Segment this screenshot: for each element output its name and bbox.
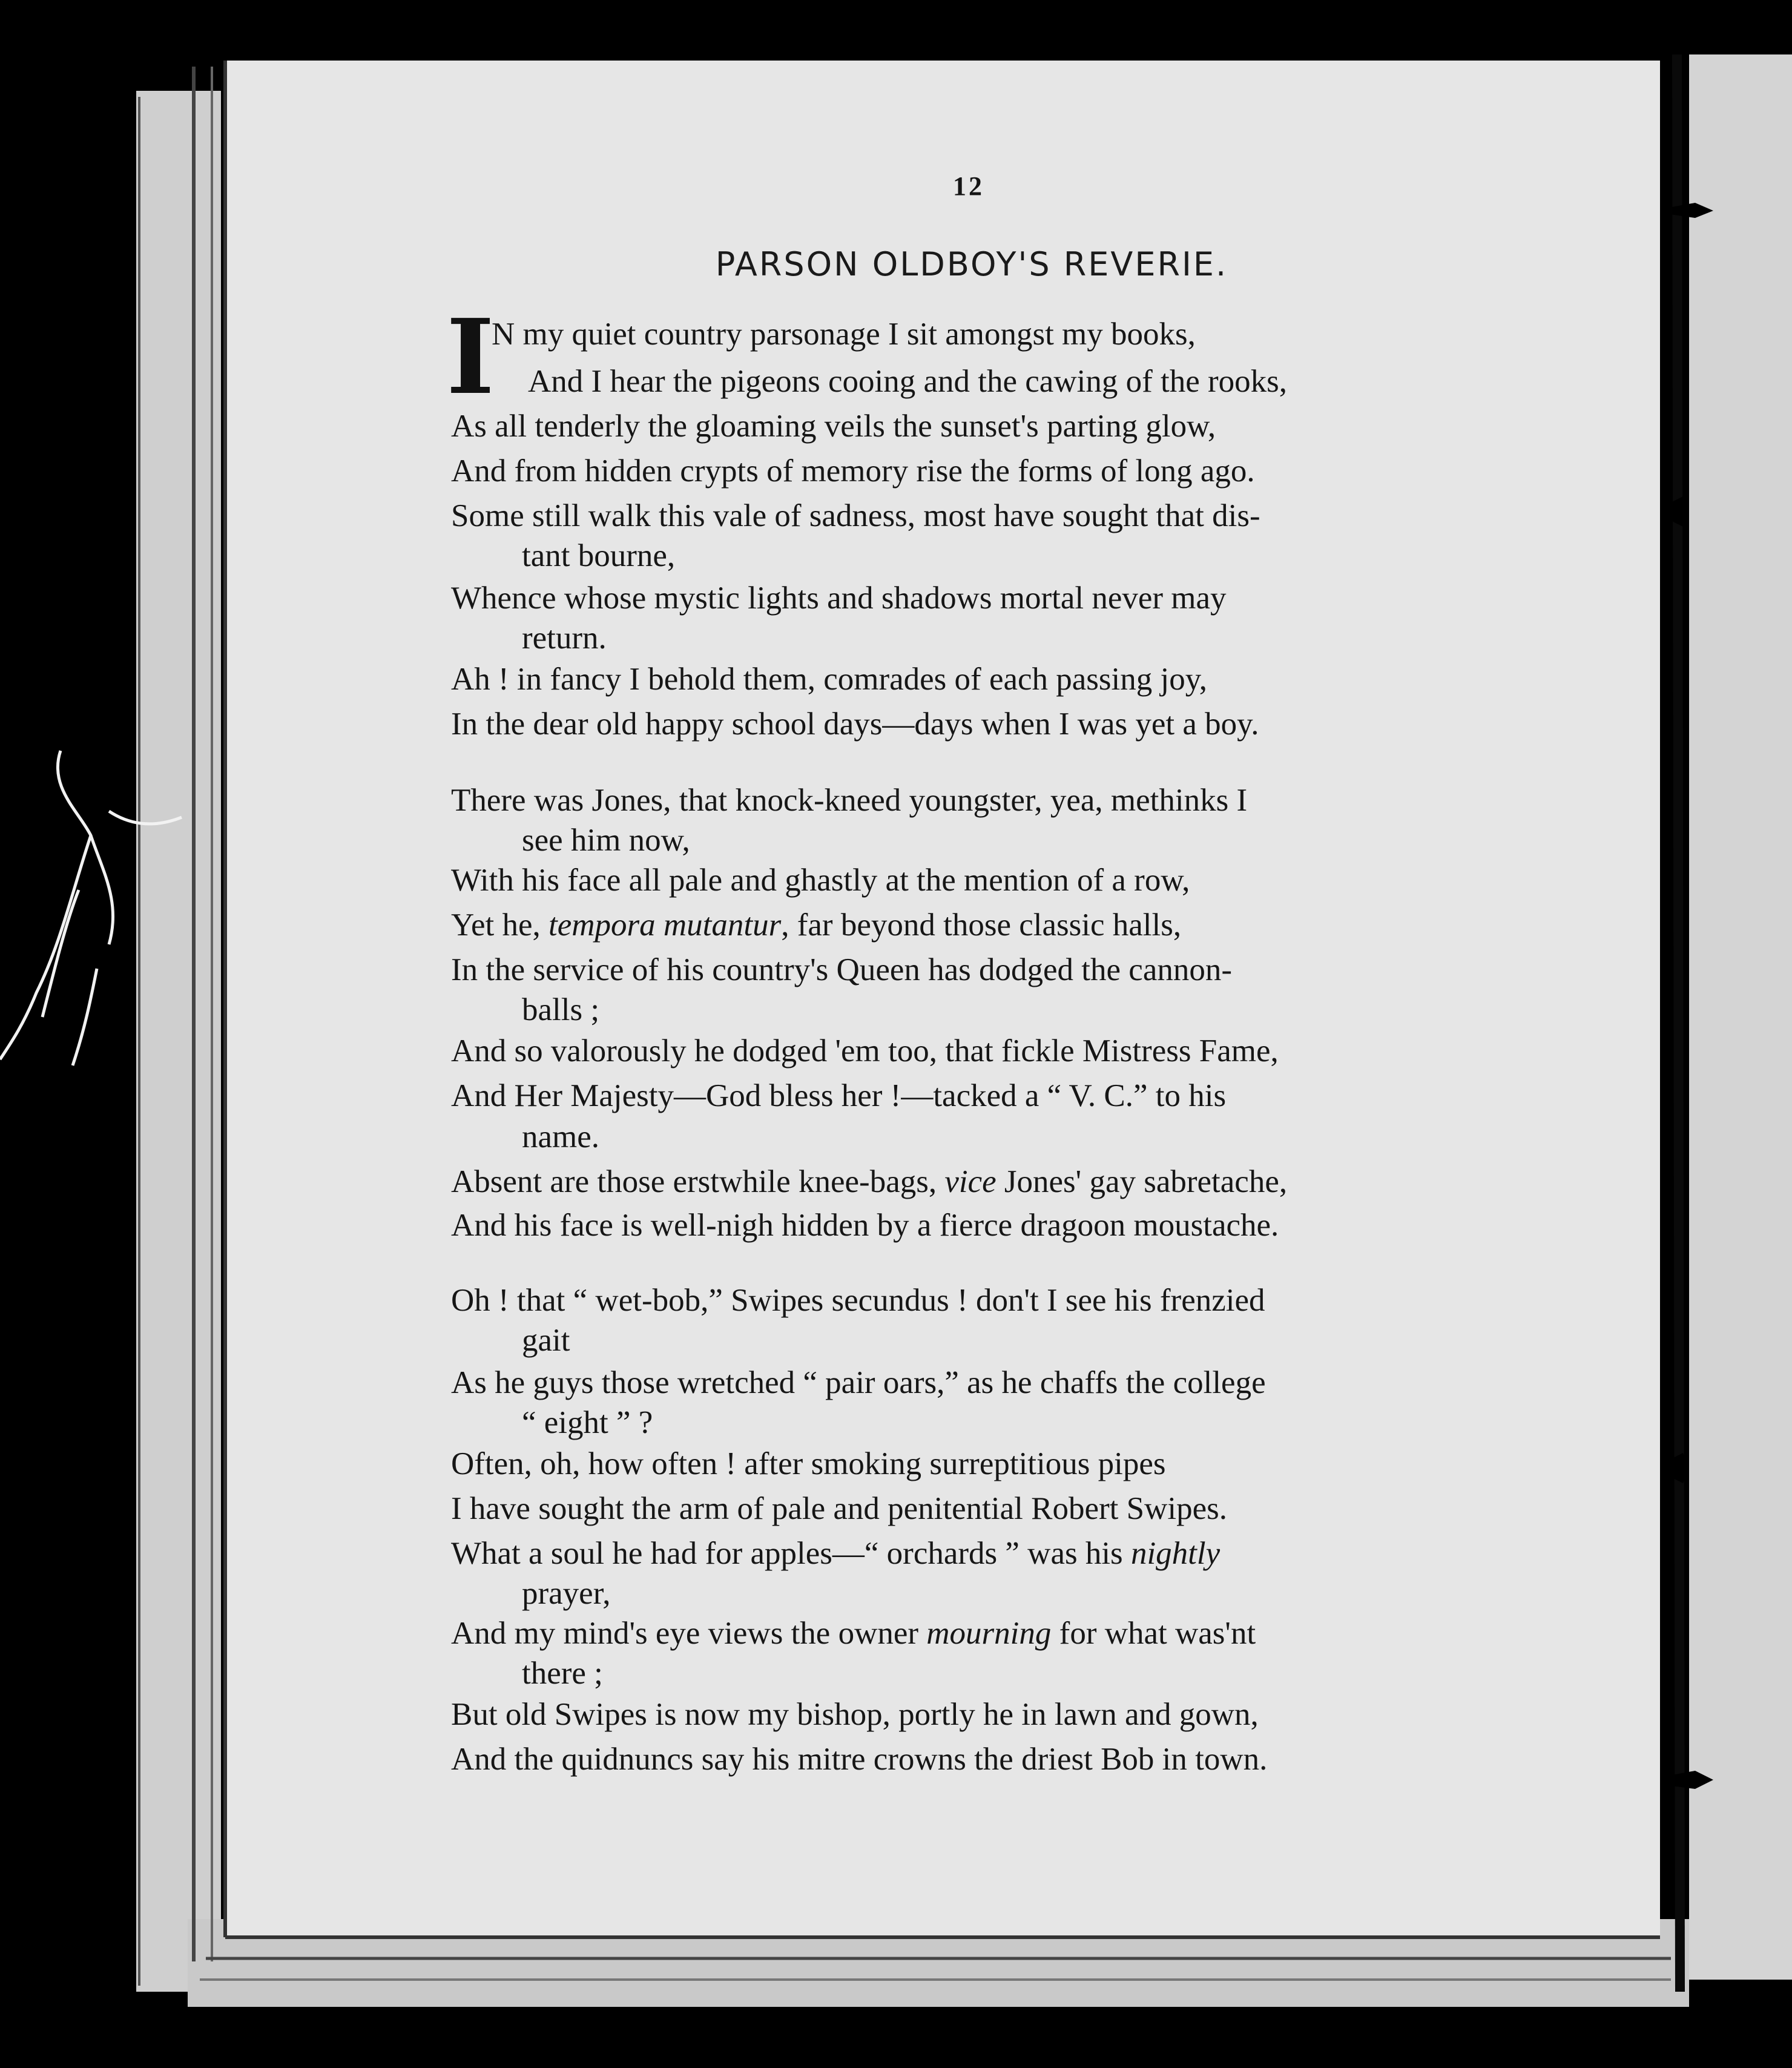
poem-line: And I hear the pigeons cooing and the cawing of the rooks, xyxy=(528,364,1287,399)
facing-page-strip xyxy=(1689,54,1792,1980)
poem-line: But old Swipes is now my bishop, portly he in lawn and gown, xyxy=(451,1697,1259,1732)
poem-line: prayer, xyxy=(522,1576,611,1611)
poem-line: Often, oh, how often ! after smoking surreptitious pipes xyxy=(451,1446,1166,1481)
page-title: PARSON OLDBOY'S REVERIE. xyxy=(715,245,1228,283)
page-edge-left xyxy=(136,91,221,1992)
poem-line: tant bourne, xyxy=(522,538,676,573)
poem-line: And his face is well-nigh hidden by a fierce dragoon moustache. xyxy=(451,1208,1279,1243)
drop-capital: I xyxy=(446,297,495,418)
poem-line: Oh ! that “ wet-bob,” Swipes secundus ! don't I see his frenzied xyxy=(451,1283,1265,1318)
poem-line: I have sought the arm of pale and penitential Robert Swipes. xyxy=(451,1491,1227,1526)
poem-line: In the service of his country's Queen has dodged the cannon- xyxy=(451,952,1232,987)
poem-line: And so valorously he dodged 'em too, that fickle Mistress Fame, xyxy=(451,1033,1279,1069)
poem-line: There was Jones, that knock-kneed youngster, yea, methinks I xyxy=(451,783,1248,818)
poem-line: As he guys those wretched “ pair oars,” as he chaffs the college xyxy=(451,1365,1266,1400)
poem-line: name. xyxy=(522,1119,600,1154)
page-number: 12 xyxy=(953,171,984,201)
poem-line xyxy=(451,1534,1220,1573)
poem-line: return. xyxy=(522,621,607,656)
poem-line: see him now, xyxy=(522,823,690,858)
poem-line: Ah ! in fancy I behold them, comrades of each passing joy, xyxy=(451,662,1208,697)
poem-line: there ; xyxy=(522,1656,603,1691)
poem-line: balls ; xyxy=(522,992,600,1027)
italic-phrase: vice xyxy=(944,1164,996,1199)
poem-line: As all tenderly the gloaming veils the sunset's parting glow, xyxy=(451,409,1216,444)
line-text: And my mind's eye views the owner xyxy=(451,1616,927,1651)
poem-line: With his face all pale and ghastly at the mention of a row, xyxy=(451,863,1190,898)
poem-line: In the dear old happy school days—days when I was yet a boy. xyxy=(451,706,1259,742)
italic-phrase: tempora mutantur xyxy=(548,907,782,943)
poem-line xyxy=(451,1162,1287,1201)
poem-line: “ eight ” ? xyxy=(522,1405,653,1440)
poem-line: And Her Majesty—God bless her !—tacked a “ V. C.” to his xyxy=(451,1078,1227,1113)
line-text: Jones' gay sabretache, xyxy=(996,1164,1288,1199)
poem-line: Some still walk this vale of sadness, most have sought that dis- xyxy=(451,498,1260,533)
poem-line: gait xyxy=(522,1323,570,1358)
poem-line xyxy=(451,906,1181,944)
line-text: Absent are those erstwhile knee-bags, xyxy=(451,1164,945,1199)
poem-line: Whence whose mystic lights and shadows mortal never may xyxy=(451,581,1227,616)
line-text: , far beyond those classic halls, xyxy=(781,907,1182,943)
italic-phrase: nightly xyxy=(1130,1536,1220,1571)
line-text: Yet he, xyxy=(451,907,548,943)
line-text: for what was'nt xyxy=(1051,1616,1256,1651)
line-text: What a soul he had for apples—“ orchards ” was his xyxy=(451,1536,1131,1571)
poem-line: And the quidnuncs say his mitre crowns the driest Bob in town. xyxy=(451,1742,1268,1777)
binding-line xyxy=(1677,54,1680,1992)
italic-phrase: mourning xyxy=(926,1616,1052,1651)
poem-line-1: N my quiet country parsonage I sit amongst my books, xyxy=(492,317,1196,352)
poem-line: And from hidden crypts of memory rise the forms of long ago. xyxy=(451,453,1255,489)
poem-line xyxy=(451,1614,1256,1653)
